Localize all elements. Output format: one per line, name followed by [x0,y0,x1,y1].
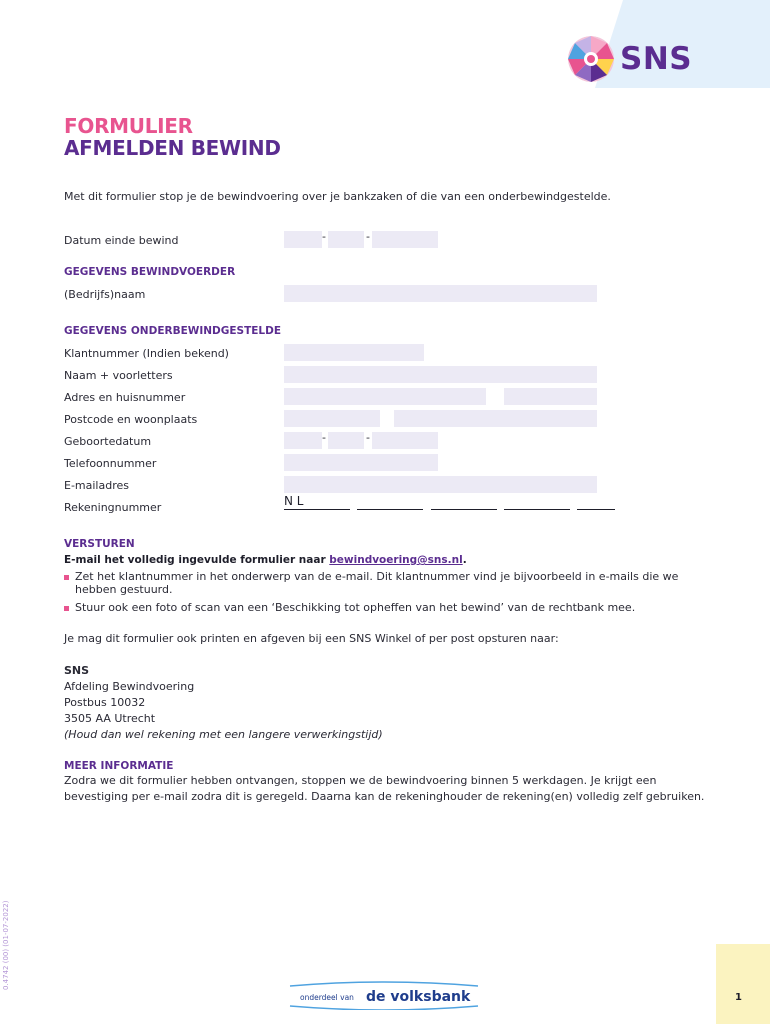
volksbank-logo [288,980,480,1010]
end-date-day-field[interactable] [284,231,322,248]
section-heading-meer-informatie: MEER INFORMATIE [64,760,174,772]
bullet-icon [64,575,69,580]
iban-field-2[interactable] [357,494,423,510]
iban-field-4[interactable] [504,494,570,510]
section-heading-onderbewindgestelde: GEGEVENS ONDERBEWINDGESTELDE [64,325,282,337]
name-label: Naam + voorletters [64,369,173,382]
form-title-label: FORMULIER [64,114,193,138]
bullet-text-continued: hebben gestuurd. [75,583,173,596]
address-name: SNS [64,664,90,677]
sns-logo-mark-icon [568,36,614,82]
bullet-text: Stuur ook een foto of scan van een ‘Beschikking tot opheffen van het bewind’ van de rechtbank mee. [75,601,636,614]
end-date-month-field[interactable] [328,231,364,248]
partner-prefix: onderdeel van [300,993,354,1002]
iban-field-3[interactable] [431,494,497,510]
page-corner-decoration [716,944,770,1024]
postcode-label: Postcode en woonplaats [64,413,198,426]
list-item [64,570,714,596]
phone-field[interactable] [284,454,438,471]
house-number-field[interactable] [504,388,597,405]
email-label: E-mailadres [64,479,129,492]
birthdate-separator: - [366,431,370,444]
birthdate-separator: - [322,431,326,444]
print-instruction: Je mag dit formulier ook printen en afgeven bij een SNS Winkel of per post opsturen naar: [64,632,559,645]
city-field[interactable] [394,410,597,427]
partner-name: de volksbank [366,989,471,1005]
iban-label: Rekeningnummer [64,501,162,514]
postcode-field[interactable] [284,410,380,427]
bullet-icon [64,606,69,611]
section-heading-versturen: VERSTUREN [64,538,135,550]
more-info-line: bevestiging per e-mail zodra dit is geregeld. Daarna kan de rekeninghouder de rekening(en) volledig zelf gebruiken. [64,790,705,803]
page-number: 1 [735,992,742,1003]
form-code: 0.4742 (00) (01-07-2022) [2,900,10,990]
customer-number-field[interactable] [284,344,424,361]
intro-text: Met dit formulier stop je de bewindvoering over je bankzaken of die van een onderbewindgestelde. [64,190,611,203]
birthdate-month-field[interactable] [328,432,364,449]
email-link[interactable]: bewindvoering@sns.nl [329,554,463,566]
company-name-field[interactable] [284,285,597,302]
sns-logo [568,36,692,82]
street-field[interactable] [284,388,486,405]
address-line: Afdeling Bewindvoering [64,680,195,693]
address-line: Postbus 10032 [64,696,146,709]
address-line: 3505 AA Utrecht [64,712,156,725]
form-title: AFMELDEN BEWIND [64,136,281,160]
end-date-separator: - [322,230,326,243]
list-item [64,601,714,614]
iban-country-prefix: N L [284,494,304,508]
end-date-year-field[interactable] [372,231,438,248]
name-field[interactable] [284,366,597,383]
bullet-text: Zet het klantnummer in het onderwerp van de e-mail. Dit klantnummer vind je bijvoorbeeld in e-mails die we [75,570,679,583]
birthdate-label: Geboortedatum [64,435,152,448]
iban-field-5[interactable] [577,494,615,510]
customer-number-label: Klantnummer (Indien bekend) [64,347,229,360]
address-note: (Houd dan wel rekening met een langere verwerkingstijd) [64,728,383,741]
email-instruction-text: E-mail het volledig ingevulde formulier naar [64,554,330,566]
company-name-label: (Bedrijfs)naam [64,288,146,301]
brand-name: SNS [620,41,693,77]
phone-label: Telefoonnummer [64,457,157,470]
end-date-separator: - [366,230,370,243]
iban-field-1[interactable] [284,494,350,510]
section-heading-bewindvoerder: GEGEVENS BEWINDVOERDER [64,266,236,278]
birthdate-year-field[interactable] [372,432,438,449]
email-field[interactable] [284,476,597,493]
more-info-text [64,773,714,805]
end-date-label: Datum einde bewind [64,234,179,247]
more-info-line: Zodra we dit formulier hebben ontvangen, stoppen we de bewindvoering binnen 5 werkdagen. Je krijgt een [64,774,657,787]
birthdate-day-field[interactable] [284,432,322,449]
address-label: Adres en huisnummer [64,391,186,404]
email-instruction-suffix: . [462,554,467,566]
email-instruction [64,554,467,566]
